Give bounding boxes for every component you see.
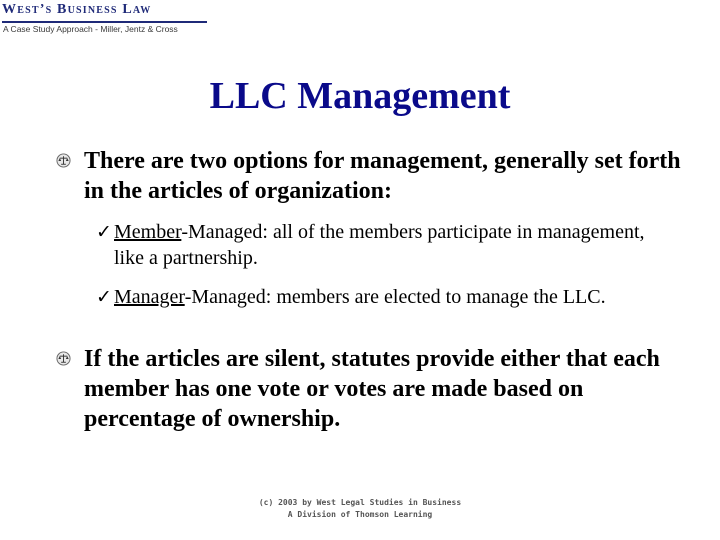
bullet-management-options: There are two options for management, generally set forth in the articles of organization: bbox=[84, 148, 681, 204]
footer-division-line: A Division of Thomson Learning bbox=[287, 510, 433, 519]
logo-divider bbox=[2, 21, 207, 23]
term-manager: Manager bbox=[114, 286, 185, 308]
term-member: Member bbox=[114, 221, 182, 243]
logo-title: West’s Business Law bbox=[2, 2, 152, 17]
footer-copyright-line: (c) 2003 by West Legal Studies in Business bbox=[258, 498, 462, 507]
logo-subtitle: A Case Study Approach - Miller, Jentz & Cross bbox=[3, 24, 178, 34]
checkmark-icon: ✓ bbox=[96, 286, 112, 308]
publisher-logo bbox=[2, 2, 208, 34]
copyright-footer bbox=[0, 497, 720, 521]
sub-bullet-member-managed bbox=[114, 219, 674, 271]
sub-bullet-manager-text: -Managed: members are elected to manage the LLC. bbox=[184, 286, 606, 308]
bullet-statutory-default: If the articles are silent, statutes provide either that each member has one vote or votes are made based on percentage of ownership. bbox=[84, 346, 660, 432]
slide-title: LLC Management bbox=[209, 75, 511, 117]
sub-bullet-manager-managed bbox=[114, 284, 674, 310]
checkmark-icon: ✓ bbox=[96, 221, 112, 243]
scales-of-justice-icon bbox=[56, 351, 71, 366]
sub-bullet-member-text: -Managed: all of the members participate in management, like a partnership. bbox=[114, 221, 645, 269]
scales-of-justice-icon bbox=[56, 153, 71, 168]
